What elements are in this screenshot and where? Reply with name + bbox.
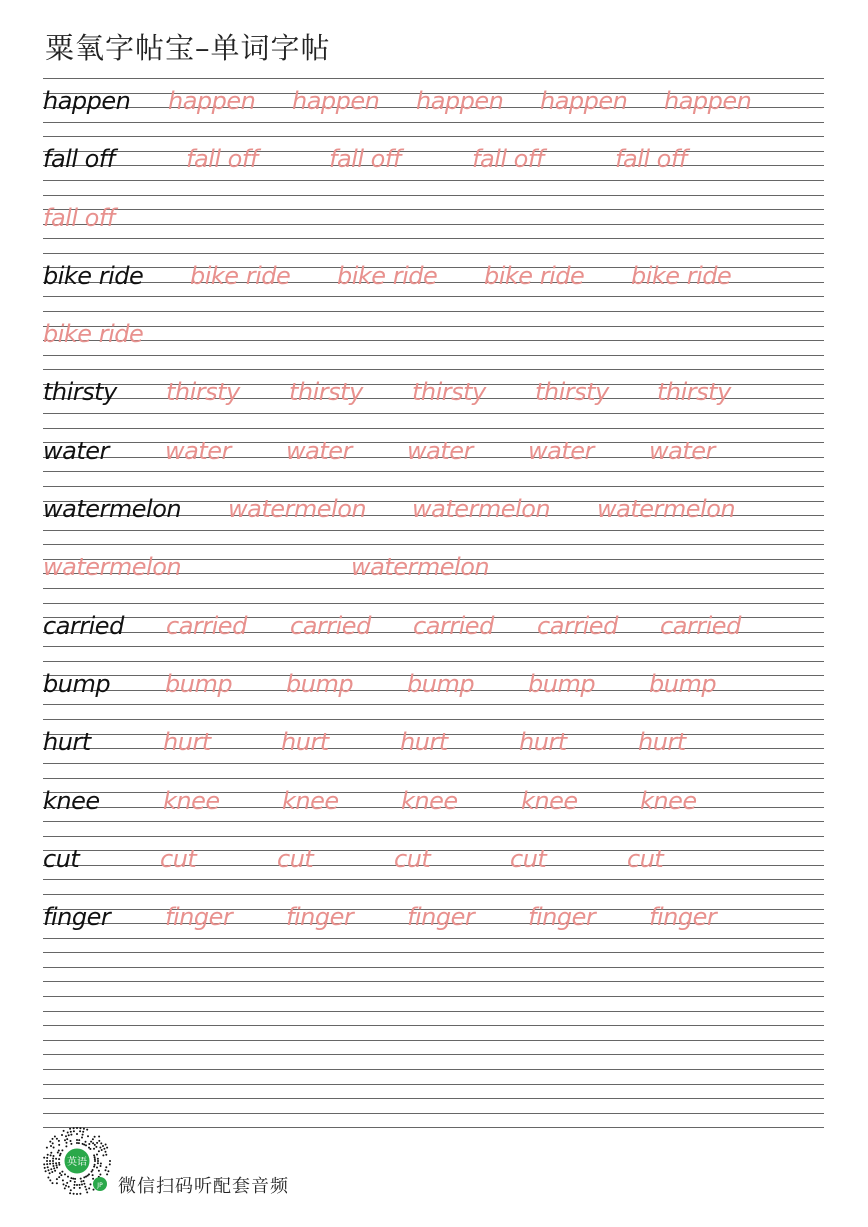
- ruled-line: [43, 981, 824, 982]
- trace-word: fall off: [615, 145, 687, 174]
- model-word: knee: [43, 786, 100, 815]
- trace-word: hurt: [519, 728, 567, 757]
- trace-word: knee: [163, 786, 220, 815]
- trace-word: fall off: [472, 145, 544, 174]
- model-word: cut: [43, 844, 80, 873]
- trace-word: bump: [649, 669, 717, 698]
- ruled-line: [43, 136, 824, 137]
- ruled-line: [43, 1098, 824, 1099]
- qr-label: 英语: [67, 1157, 87, 1168]
- ruled-line: [43, 471, 824, 472]
- trace-word: happen: [416, 87, 504, 115]
- trace-word: thirsty: [289, 378, 363, 407]
- model-word: watermelon: [43, 495, 182, 524]
- trace-word: water: [286, 436, 352, 465]
- model-word: water: [43, 436, 109, 465]
- trace-word: bump: [528, 669, 596, 698]
- ruled-line: [43, 180, 824, 181]
- ruled-line: [43, 1113, 824, 1114]
- practice-row: [43, 661, 824, 719]
- trace-word: cut: [627, 844, 664, 873]
- model-word: happen: [43, 87, 131, 115]
- trace-word: cut: [394, 844, 431, 873]
- trace-word: bike ride: [484, 261, 585, 290]
- ruled-line: [43, 821, 824, 822]
- trace-word: finger: [528, 903, 596, 932]
- ruled-line: [43, 1040, 824, 1041]
- trace-word: finger: [407, 903, 475, 932]
- practice-row: [43, 486, 824, 544]
- footer-caption: 微信扫码听配套音频: [118, 1176, 289, 1197]
- trace-word: happen: [540, 87, 628, 115]
- model-word: fall off: [43, 145, 115, 174]
- trace-word: water: [649, 436, 715, 465]
- trace-word: thirsty: [535, 378, 609, 407]
- trace-word: knee: [640, 786, 697, 815]
- trace-word: carried: [290, 611, 371, 640]
- ruled-line: [43, 588, 824, 589]
- practice-row: [43, 253, 824, 311]
- trace-word: hurt: [400, 728, 448, 757]
- practice-row: [43, 1011, 824, 1069]
- trace-word: knee: [282, 786, 339, 815]
- practice-row: [43, 778, 824, 836]
- ruled-line: [43, 311, 824, 312]
- ruled-line: [43, 78, 824, 79]
- trace-word: cut: [277, 844, 314, 873]
- ruled-line: [43, 326, 824, 327]
- trace-word: watermelon: [351, 553, 490, 582]
- trace-word: bike ride: [631, 261, 732, 290]
- ruled-line: [43, 428, 824, 429]
- ruled-line: [43, 530, 824, 531]
- ruled-line: [43, 340, 824, 341]
- practice-row: [43, 836, 824, 894]
- trace-word: thirsty: [166, 378, 240, 407]
- qr-code-icon: [42, 1126, 112, 1196]
- trace-word: thirsty: [412, 378, 486, 407]
- ruled-line: [43, 209, 824, 210]
- ruled-line: [43, 224, 824, 225]
- trace-word: water: [528, 436, 594, 465]
- ruled-line: [43, 967, 824, 968]
- model-word: bump: [43, 669, 111, 698]
- ruled-line: [43, 1054, 824, 1055]
- model-word: hurt: [43, 728, 91, 757]
- ruled-line: [43, 1084, 824, 1085]
- trace-word: carried: [166, 611, 247, 640]
- trace-word: watermelon: [43, 553, 182, 582]
- practice-row: [43, 952, 824, 1010]
- practice-row: [43, 311, 824, 369]
- ruled-line: [43, 122, 824, 123]
- practice-row: [43, 544, 824, 602]
- practice-row: [43, 603, 824, 661]
- ruled-line: [43, 195, 824, 196]
- trace-word: bike ride: [43, 320, 144, 349]
- trace-word: happen: [292, 87, 380, 115]
- ruled-line: [43, 1025, 824, 1026]
- trace-word: bump: [407, 669, 475, 698]
- ruled-line: [43, 1011, 824, 1012]
- ruled-line: [43, 238, 824, 239]
- practice-sheet: [43, 78, 824, 1128]
- trace-word: hurt: [638, 728, 686, 757]
- trace-word: bike ride: [337, 261, 438, 290]
- practice-row: [43, 78, 824, 136]
- trace-word: watermelon: [412, 495, 551, 524]
- model-word: finger: [43, 903, 111, 932]
- trace-word: water: [407, 436, 473, 465]
- practice-row: [43, 1069, 824, 1127]
- ruled-line: [43, 1127, 824, 1128]
- ruled-line: [43, 603, 824, 604]
- trace-word: bump: [165, 669, 233, 698]
- ruled-line: [43, 996, 824, 997]
- model-word: carried: [43, 611, 124, 640]
- practice-row: [43, 894, 824, 952]
- trace-word: hurt: [163, 728, 211, 757]
- trace-word: watermelon: [228, 495, 367, 524]
- practice-row: [43, 369, 824, 427]
- trace-word: cut: [510, 844, 547, 873]
- ruled-line: [43, 355, 824, 356]
- trace-word: carried: [413, 611, 494, 640]
- model-word: bike ride: [43, 261, 144, 290]
- practice-row: [43, 428, 824, 486]
- practice-row: [43, 195, 824, 253]
- ruled-line: [43, 763, 824, 764]
- trace-word: cut: [160, 844, 197, 873]
- ruled-line: [43, 165, 824, 166]
- practice-row: [43, 136, 824, 194]
- trace-word: fall off: [329, 145, 401, 174]
- trace-word: thirsty: [657, 378, 731, 407]
- practice-row: [43, 719, 824, 777]
- trace-word: hurt: [281, 728, 329, 757]
- ruled-line: [43, 952, 824, 953]
- ruled-line: [43, 778, 824, 779]
- trace-word: finger: [165, 903, 233, 932]
- ruled-line: [43, 719, 824, 720]
- trace-word: fall off: [186, 145, 258, 174]
- ruled-line: [43, 704, 824, 705]
- ruled-line: [43, 646, 824, 647]
- page-title: 粟氧字帖宝–单词字帖: [45, 31, 331, 65]
- trace-word: carried: [537, 611, 618, 640]
- trace-word: finger: [649, 903, 717, 932]
- qr-badge: JP: [97, 1182, 103, 1189]
- trace-word: knee: [521, 786, 578, 815]
- ruled-line: [43, 413, 824, 414]
- ruled-line: [43, 938, 824, 939]
- ruled-line: [43, 836, 824, 837]
- trace-word: carried: [660, 611, 741, 640]
- ruled-line: [43, 296, 824, 297]
- ruled-line: [43, 369, 824, 370]
- trace-word: finger: [286, 903, 354, 932]
- ruled-line: [43, 879, 824, 880]
- trace-word: happen: [664, 87, 752, 115]
- ruled-line: [43, 151, 824, 152]
- trace-word: bump: [286, 669, 354, 698]
- trace-word: knee: [401, 786, 458, 815]
- ruled-line: [43, 894, 824, 895]
- trace-word: watermelon: [597, 495, 736, 524]
- trace-word: fall off: [43, 203, 115, 232]
- ruled-line: [43, 1069, 824, 1070]
- ruled-line: [43, 253, 824, 254]
- trace-word: water: [165, 436, 231, 465]
- trace-word: bike ride: [190, 261, 291, 290]
- ruled-line: [43, 661, 824, 662]
- ruled-line: [43, 486, 824, 487]
- trace-word: happen: [168, 87, 256, 115]
- ruled-line: [43, 544, 824, 545]
- model-word: thirsty: [43, 378, 117, 407]
